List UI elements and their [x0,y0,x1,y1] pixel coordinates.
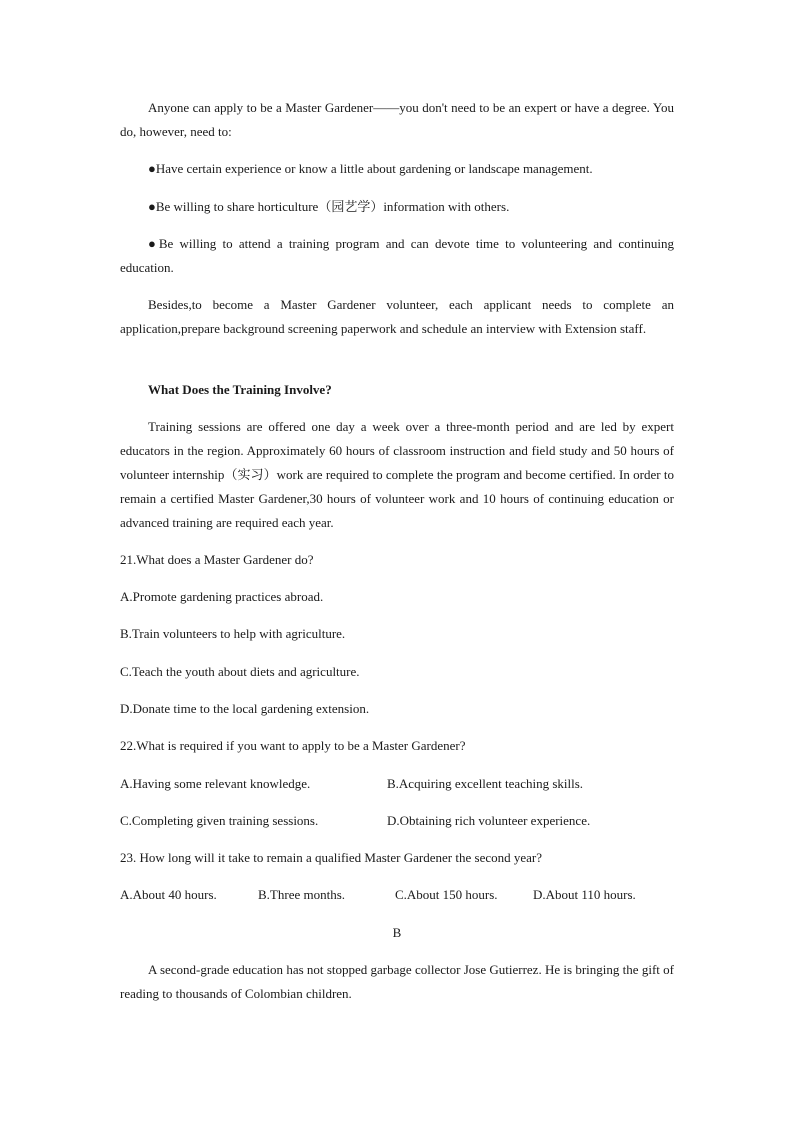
bullet-training: ●Be willing to attend a training program and can devote time to volunteering and continuing education. [120,236,674,275]
question-22-option-b: B.Acquiring excellent teaching skills. [387,776,584,791]
question-23-option-a: A.About 40 hours. [120,887,217,902]
question-22-option-d: D.Obtaining rich volunteer experience. [387,813,591,828]
question-23-option-c: C.About 150 hours. [395,887,498,902]
section-b-label: B [392,925,402,940]
question-23-option-b: B.Three months. [258,887,346,902]
question-22-option-a: A.Having some relevant knowledge. [120,776,311,791]
question-23-stem: 23. How long will it take to remain a qualified Master Gardener the second year? [120,850,542,865]
question-21-option-c: C.Teach the youth about diets and agriculture. [120,664,360,679]
question-22-option-c: C.Completing given training sessions. [120,813,319,828]
bullet-experience: ●Have certain experience or know a little about gardening or landscape management. [148,161,593,176]
question-23-option-d: D.About 110 hours. [533,887,636,902]
section-heading: What Does the Training Involve? [148,382,332,397]
question-21-stem: 21.What does a Master Gardener do? [120,552,314,567]
question-21-option-b: B.Train volunteers to help with agriculture. [120,626,346,641]
question-21-option-a: A.Promote gardening practices abroad. [120,589,324,604]
bullet-share: ●Be willing to share horticulture（园艺学）information with others. [148,199,510,214]
paragraph-training: Training sessions are offered one day a week over a three-month period and are led by expert educators in the region. Approximately 60 hours of classroom instruction and field study and 50 hours of volunteer internship（实习）work are required to complete the program and become certified. In order to remain a certified Master Gardener,30 hours of volunteer work and 10 hours of continuing education or advanced training are required each year. [120,419,674,530]
question-21-option-d: D.Donate time to the local gardening extension. [120,701,370,716]
question-22-stem: 22.What is required if you want to apply to be a Master Gardener? [120,738,466,753]
paragraph-apply: Anyone can apply to be a Master Gardener——you don't need to be an expert or have a degree. You do, however, need to: [120,100,674,139]
paragraph-section-b: A second-grade education has not stopped garbage collector Jose Gutierrez. He is bringing the gift of reading to thousands of Colombian children. [120,962,674,1001]
paragraph-besides: Besides,to become a Master Gardener volunteer, each applicant needs to complete an application,prepare background screening paperwork and schedule an interview with Extension staff. [120,297,674,336]
